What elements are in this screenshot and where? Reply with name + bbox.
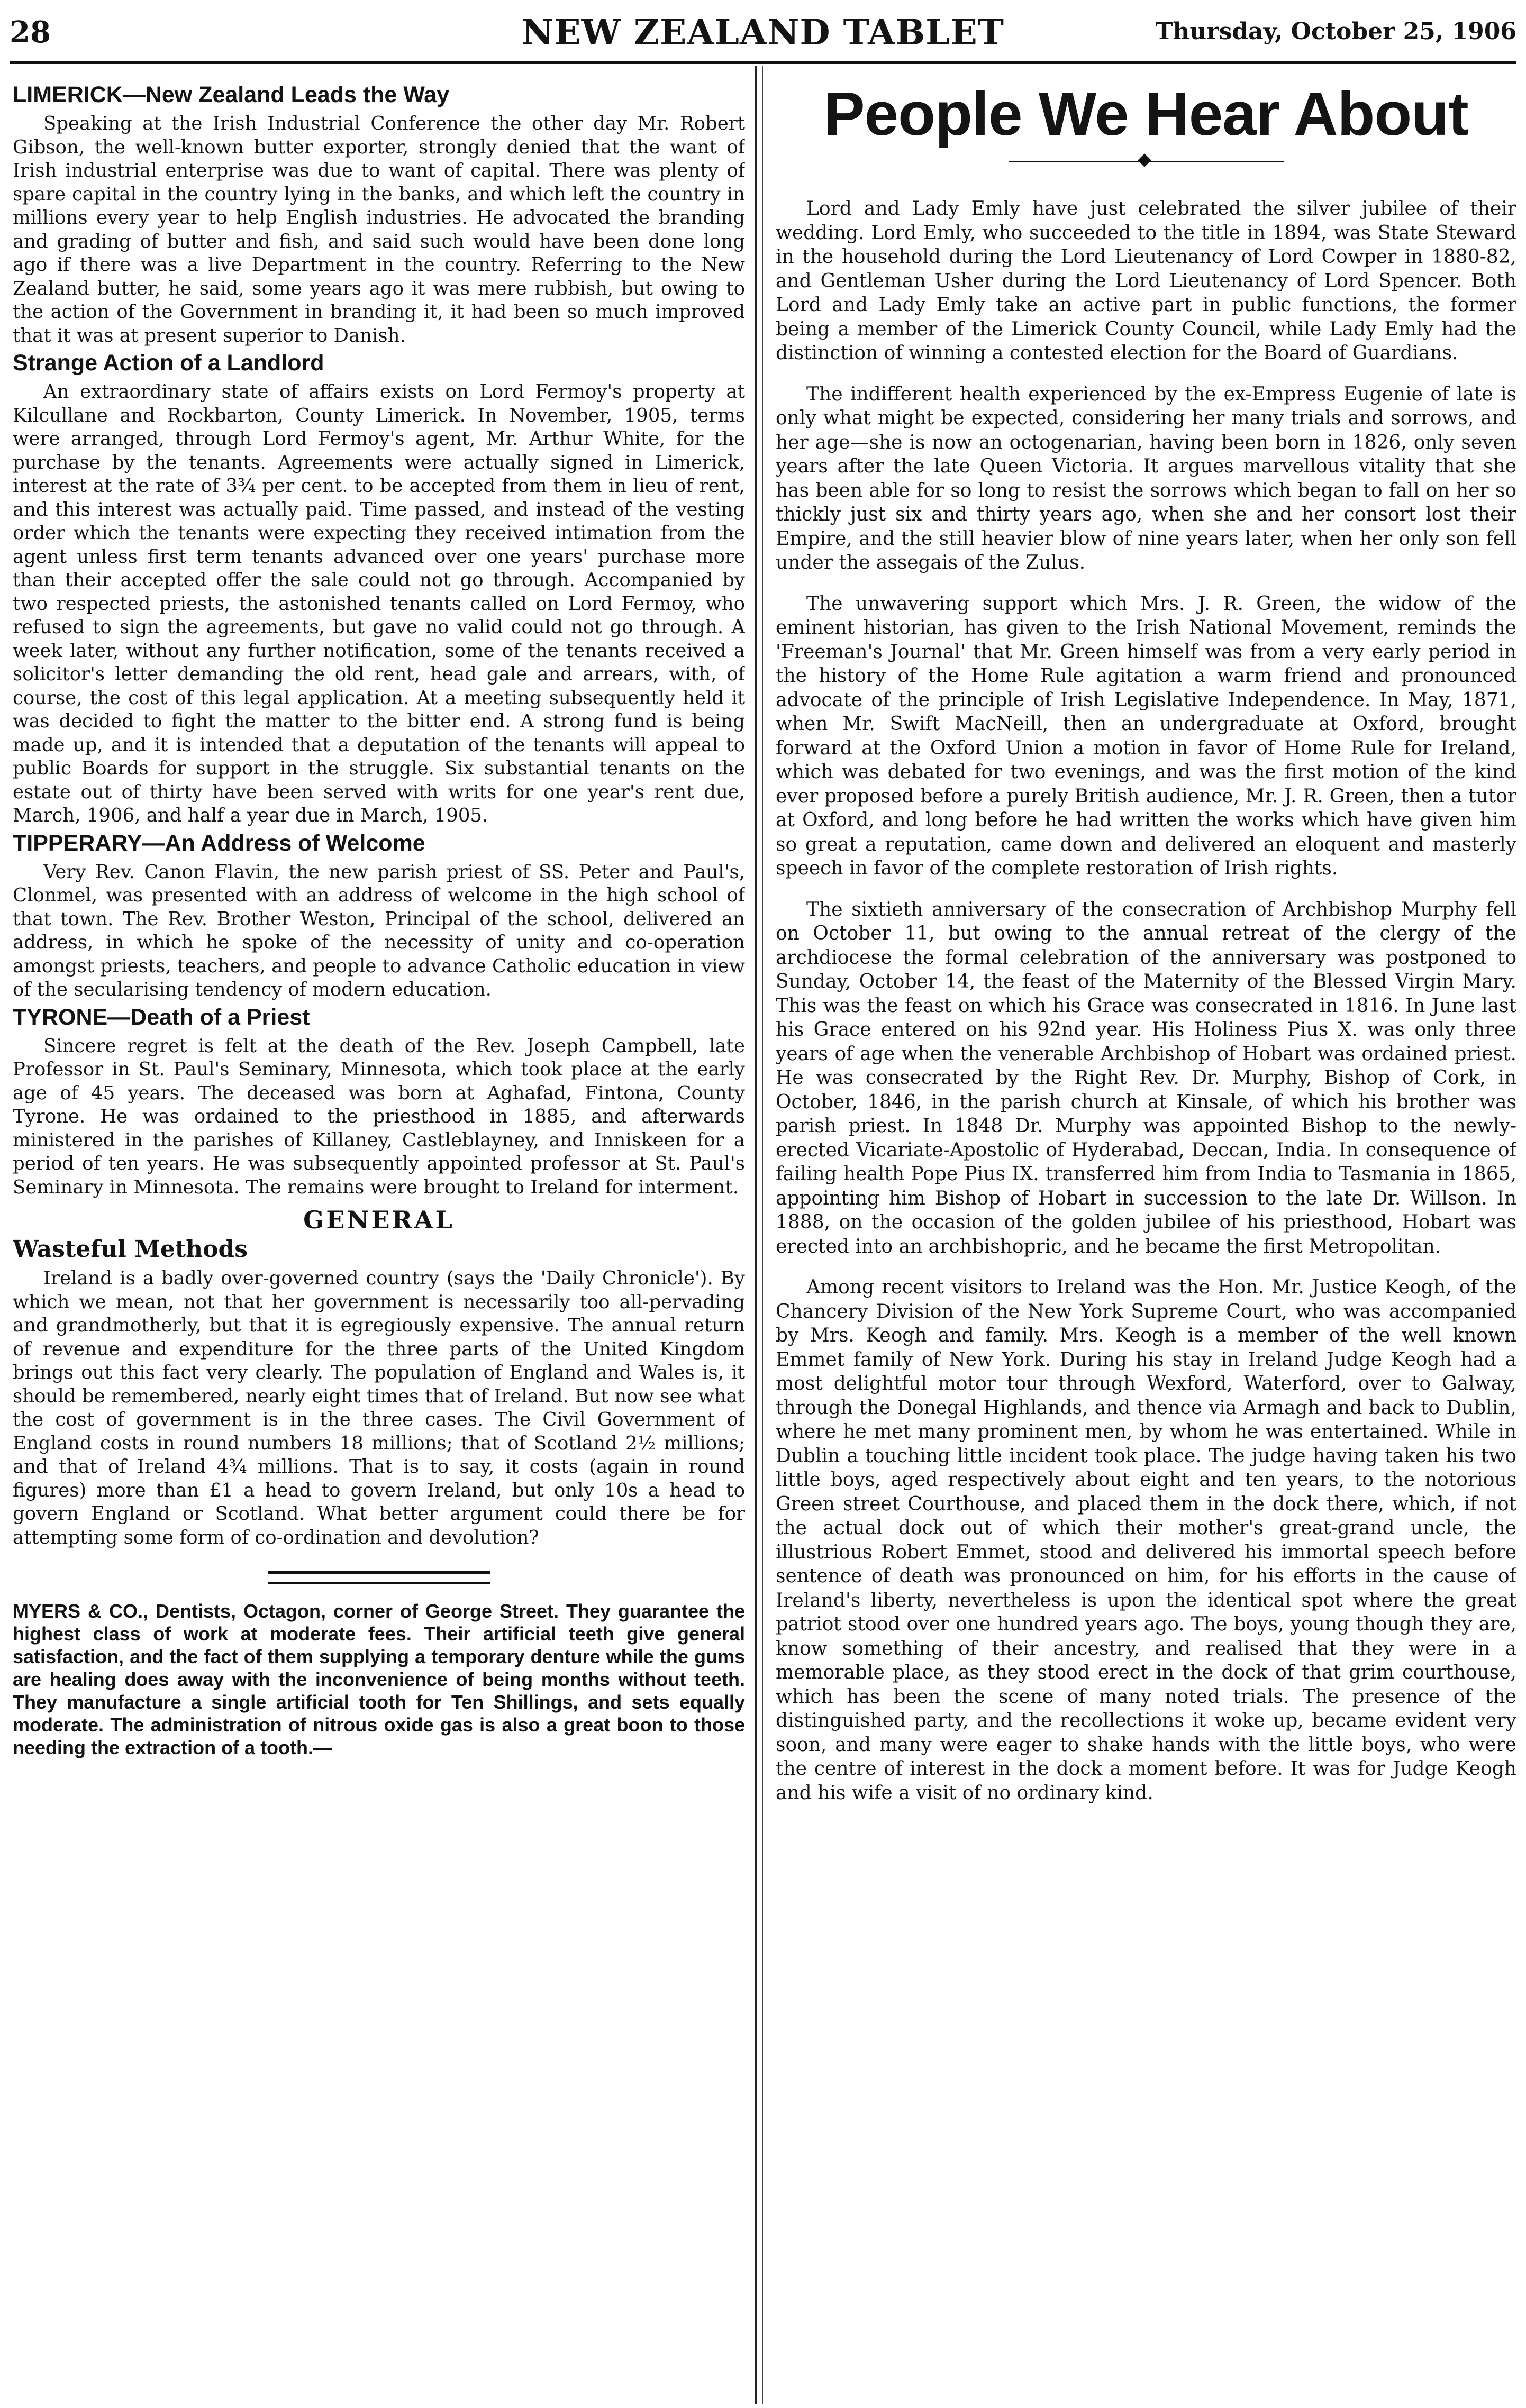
masthead <box>10 12 1516 59</box>
general-section-label: GENERAL <box>303 1206 455 1234</box>
emly-paragraph: Lord and Lady Emly have just celebrated the silver jubilee of their wedding. Lord Emly, who succeeded to the title in 1894, was State Steward in the household during the Lord Lieutenancy of Lord Cowper in 1880-82, and Gentleman Usher during the Lord Lieutenancy of Lord Spencer. Both Lord and Lady Emly take an active part in public functions, the former being a member of the Limerick County Council, while Lady Emly had the distinction of winning a contested election for the Board of Guardians. <box>776 198 1516 364</box>
paper-title: NEW ZEALAND TABLET <box>522 12 1004 53</box>
advert-divider <box>268 1571 490 1584</box>
eugenie-paragraph: The indifferent health experienced by the ex-Empress Eugenie of late is only what might be expected, considering her many trials and sorrows, and her age—she is now an octogenarian, having been born in 1826, only seven years after the late Queen Victoria. It argues marvellous vitality that she has been able for so long to resist the sorrows which began to fall on her so thickly just six and thirty years ago, when she and her consort lost their Empire, and the still heavier blow of nine years later, when her only son fell under the assegais of the Zulus. <box>776 383 1516 573</box>
tipperary-paragraph: Very Rev. Canon Flavin, the new parish priest of SS. Peter and Paul's, Clonmel, was presented with an address of welcome in the high school of that town. The Rev. Brother Weston, Principal of the school, delivered an address, in which he spoke of the necessity of unity and co-operation amongst priests, teachers, and people to advance Catholic education in view of the secularising tendency of modern education. <box>13 861 745 1000</box>
section-title: People We Hear About <box>824 79 1468 148</box>
page-number: 28 <box>10 15 51 50</box>
tyrone-paragraph: Sincere regret is felt at the death of the Rev. Joseph Campbell, late Professor in St. Paul's Seminary, Minnesota, which took place at the early age of 45 years. The deceased was born at Aghafad, Fintona, County Tyrone. He was ordained to the priesthood in 1885, and afterwards ministered in the parishes of Killaney, Castleblayney, and Inniskeen for a period of ten years. He was subsequently appointed professor at St. Paul's Seminary in Minnesota. The remains were brought to Ireland for interment. <box>13 1035 745 1198</box>
landlord-heading: Strange Action of a Landlord <box>13 350 324 376</box>
column-divider-thin <box>762 66 763 2404</box>
murphy-paragraph: The sixtieth anniversary of the consecration of Archbishop Murphy fell on October 11, but owing to the annual retreat of the clergy of the archdiocese the formal celebration of the anniversary was postponed to Sunday, October 14, the feast of the Maternity of the Blessed Virgin Mary. This was the feast on which his Grace was consecrated in 1816. In June last his Grace entered on his 92nd year. His Holiness Pius X. was only three years of age when the venerable Archbishop of Hobart was ordained priest. He was consecrated by the Right Rev. Dr. Murphy, Bishop of Cork, in October, 1846, in the parish church at Kinsale, of which his brother was parish priest. In 1848 Dr. Murphy was appointed Bishop to the newly-erected Vicariate-Apostolic of Hyderabad, Deccan, India. In consequence of failing health Pope Pius IX. transferred him from India to Tasmania in 1865, appointing him Bishop of Hobart in succession to the late Dr. Willson. In 1888, on the occasion of the golden jubilee of his priesthood, Hobart was erected into an archbishopric, and he became the first Metropolitan. <box>776 898 1516 1257</box>
dentist-advert <box>13 1600 745 1759</box>
masthead-rule <box>10 61 1516 64</box>
column-divider <box>755 66 757 2404</box>
limerick-paragraph: Speaking at the Irish Industrial Conference the other day Mr. Robert Gibson, the well-known butter exporter, strongly denied that the want of Irish industrial enterprise was due to want of capital. There was plenty of spare capital in the country lying in the banks, and which left the country in millions every year to help English industries. He advocated the branding and grading of butter and fish, and said such would have been done long ago if there was a live Department in the country. Referring to the New Zealand butter, he said, some years ago it was mere rubbish, but owing to the action of the Government in branding it, it had been so much improved that it was at present superior to Danish. <box>13 113 745 346</box>
landlord-paragraph: An extraordinary state of affairs exists on Lord Fermoy's property at Kilcullane and Rockbarton, County Limerick. In November, 1905, terms were arranged, through Lord Fermoy's agent, Mr. Arthur White, for the purchase by the tenants. Agreements were actually signed in Limerick, interest at the rate of 3¾ per cent. to be accepted from them in lieu of rent, and this interest was actually paid. Time passed, and instead of the vesting order which the tenants were expecting they received intimation from the agent unless first term tenants advanced over one years' purchase more than their accepted offer the sale could not go through. Accompanied by two respected priests, the astonished tenants called on Lord Fermoy, who refused to sign the agreements, but gave no valid could not go through. A week later, without any further notification, some of the tenants received a solicitor's letter demanding the old rent, head gale and arrears, with, of course, the cost of this legal application. At a meeting subsequently held it was decided to fight the matter to the bitter end. A strong fund is being made up, and it is intended that a deputation of the tenants will appeal to public Boards for support in the struggle. Six substantial tenants on the estate out of thirty have been served with writs for one year's rent due, March, 1906, and half a year due in March, 1905. <box>13 381 745 826</box>
limerick-heading: LIMERICK—New Zealand Leads the Way <box>13 82 450 107</box>
green-paragraph: The unwavering support which Mrs. J. R. Green, the widow of the eminent historian, has given to the Irish National Movement, reminds the 'Freeman's Journal' that Mr. Green himself was from a very early period in the history of the Home Rule agitation a warm friend and pronounced advocate of the principle of Irish Legislative Independence. In May, 1871, when Mr. Swift MacNeill, then an undergraduate at Oxford, brought forward at the Oxford Union a motion in favor of Home Rule for Ireland, which was debated for two evenings, and was the first motion of the kind ever proposed before a purely British audience, Mr. J. R. Green, then a tutor at Oxford, and long before he had written the works which have given him so great a reputation, came down and delivered an eloquent and masterly speech in favor of the complete restoration of Irish rights. <box>776 592 1516 879</box>
right-column <box>776 79 1516 2402</box>
tipperary-heading: TIPPERARY—An Address of Welcome <box>13 830 425 856</box>
wasteful-paragraph: Ireland is a badly over-governed country (says the 'Daily Chronicle'). By which we mean, not that her government is necessarily too all-pervading and grandmotherly, but that it is egregiously expensive. The annual return of revenue and expenditure for the three parts of the United Kingdom brings out this fact very clearly. The population of England and Wales is, it should be remembered, nearly eight times that of Ireland. But now see what the cost of government is in the three cases. The Civil Government of England costs in round numbers 18 millions; that of Scotland 2½ millions; and that of Ireland 4¾ millions. That is to say, it costs (again in round figures) more than £1 a head to govern Ireland, but only 10s a head to govern England or Scotland. What better argument could there be for attempting some form of co-ordination and devolution? <box>13 1267 745 1548</box>
issue-date: Thursday, October 25, 1906 <box>1155 18 1516 45</box>
left-column <box>13 79 745 2402</box>
tyrone-heading: TYRONE—Death of a Priest <box>13 1004 310 1030</box>
keogh-paragraph: Among recent visitors to Ireland was the Hon. Mr. Justice Keogh, of the Chancery Division of the New York Supreme Court, who was accompanied by Mrs. Keogh and family. Mrs. Keogh is a member of the well known Emmet family of New York. During his stay in Ireland Judge Keogh had a most delightful motor tour through Wexford, Waterford, over to Galway, through the Donegal Highlands, and thence via Armagh and back to Dublin, where he met many prominent men, by whom he was entertained. While in Dublin a touching little incident took place. The judge having taken his two little boys, aged respectively about eight and ten years, to the notorious Green street Courthouse, and placed them in the dock there, which, if not the actual dock out of which their mother's great-grand uncle, the illustrious Robert Emmet, stood and delivered his immortal speech before sentence of death was pronounced on him, for his efforts in the cause of Ireland's liberty, nevertheless is upon the identical spot where the great patriot stood over one hundred years ago. The boys, young though they are, know something of their ancestry, and realised that they were in a memorable place, as they stood erect in the dock of that grim courthouse, which has been the scene of many noted trials. The presence of the distinguished party, and the recollections it woke up, became evident very soon, and many were eager to shake hands with the little boys, who were the centre of interest in the dock a moment before. It was for Judge Keogh and his wife a visit of no ordinary kind. <box>776 1276 1516 1804</box>
advert-text: MYERS & CO., Dentists, Octagon, corner of George Street. They guarantee the highest class of work at moderate fees. Their artificial teeth give general satisfaction, and the fact of them supplying a temporary denture while the gums are healing does away with the inconvenience of being months without teeth. They manufacture a single artificial tooth for Ten Shillings, and sets equally moderate. The administration of nitrous oxide gas is also a great boon to those needing the extraction of a tooth.— <box>13 1600 745 1758</box>
diamond-icon <box>1138 153 1151 167</box>
title-ornament <box>776 151 1516 172</box>
wasteful-heading: Wasteful Methods <box>13 1236 248 1263</box>
